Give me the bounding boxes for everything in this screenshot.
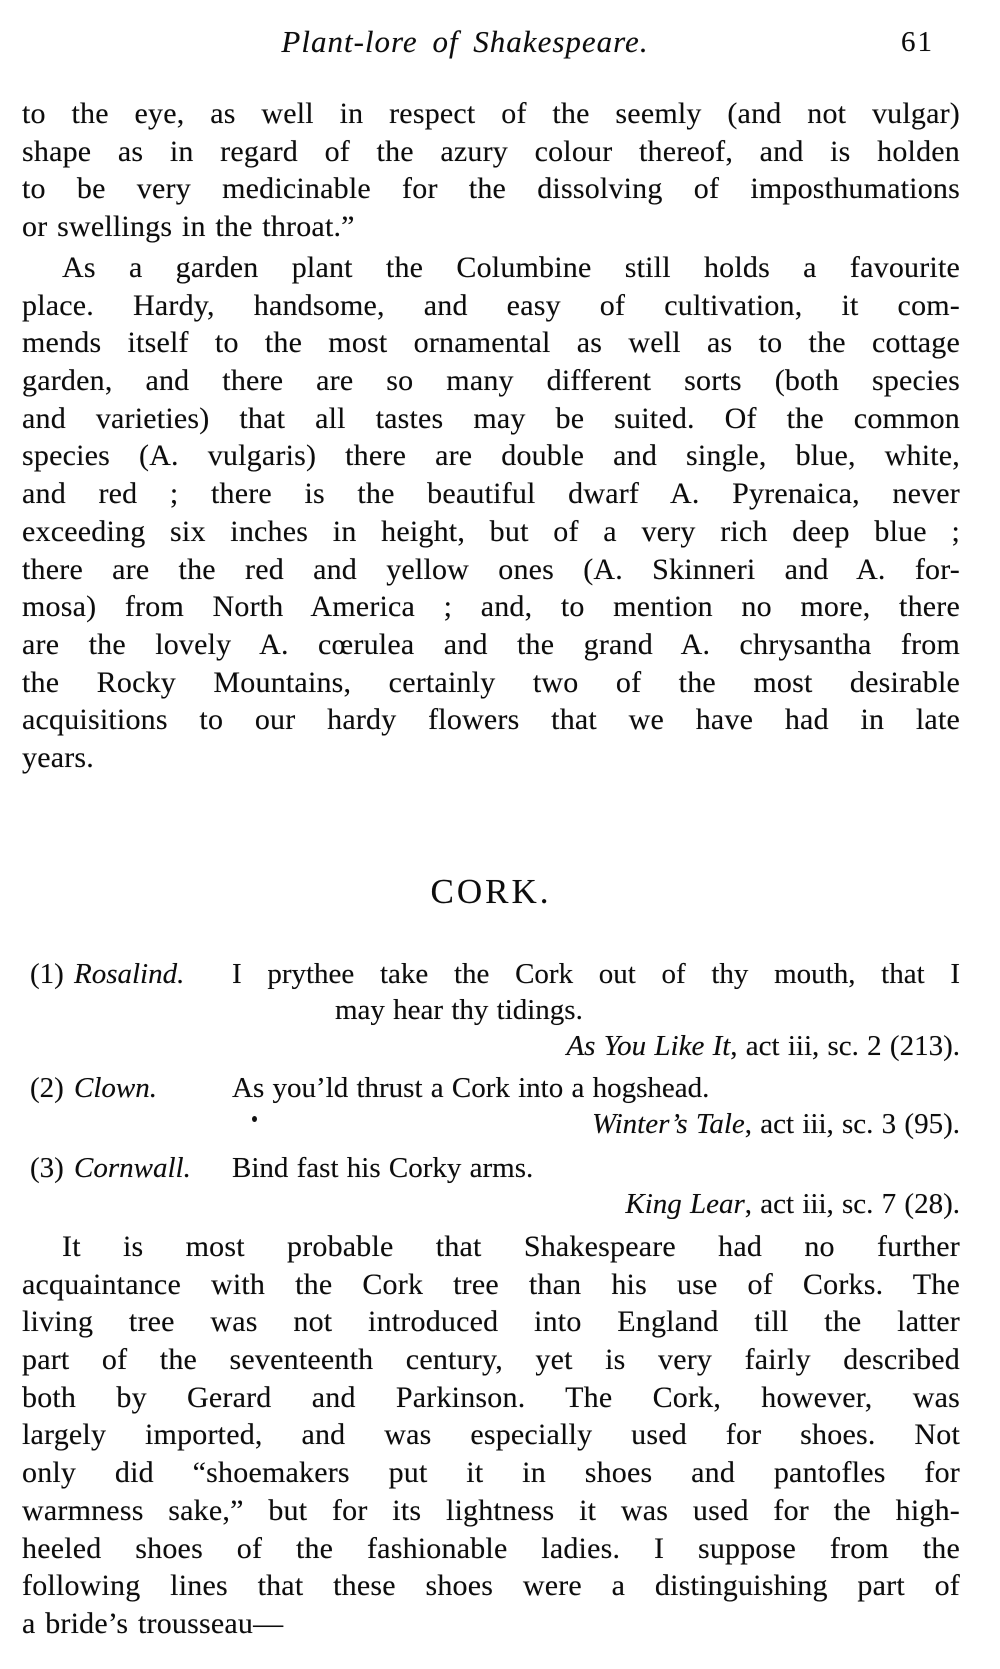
quote-line: may hear thy tidings. (335, 994, 583, 1026)
paragraph-1 (22, 95, 960, 246)
text-line: exceeding six inches in height, but of a very rich deep blue ; (22, 514, 960, 548)
speaker-name: Clown. (74, 1072, 157, 1104)
text-line: mosa) from North America ; and, to mention no more, there (22, 590, 960, 624)
citation-reference: , act iii, sc. 2 (213). (730, 1030, 960, 1062)
text-line: warmness sake,” but for its lightness it was used for the high- (22, 1493, 960, 1527)
text-line: place. Hardy, handsome, and easy of cultivation, it com- (22, 288, 960, 322)
paragraph-2 (22, 249, 960, 777)
citation-play-title: As You Like It (566, 1030, 731, 1062)
text-line: acquisitions to our hardy flowers that we have had in late (22, 703, 960, 737)
quote-number: (2) (30, 1072, 64, 1104)
text-line: there are the red and yellow ones (A. Skinneri and A. for- (22, 552, 960, 586)
text-line: years. (22, 740, 94, 774)
quote-line: Bind fast his Corky arms. (232, 1152, 534, 1184)
citation-play-title: King Lear (625, 1188, 745, 1220)
text-line: or swellings in the throat.” (22, 210, 355, 244)
text-line: are the lovely A. cœrulea and the grand A. chrysantha from (22, 627, 960, 661)
text-line: acquaintance with the Cork tree than his use of Corks. The (22, 1267, 960, 1301)
section-heading: CORK. (430, 872, 552, 911)
text-line: living tree was not introduced into England till the latter (22, 1305, 960, 1339)
text-line: and varieties) that all tastes may be suited. Of the common (22, 401, 960, 435)
citation-reference: , act iii, sc. 3 (95). (744, 1108, 960, 1140)
text-line: species (A. vulgaris) there are double and single, blue, white, (22, 439, 960, 473)
citation (22, 1028, 960, 1064)
text-line: only did “shoemakers put it in shoes and pantofles for (22, 1456, 960, 1490)
text-line: following lines that these shoes were a distinguishing part of (22, 1569, 960, 1603)
paragraph-3 (22, 1228, 960, 1643)
speaker-name: Cornwall. (74, 1152, 191, 1184)
text-line: a bride’s trousseau— (22, 1606, 284, 1640)
text-line: the Rocky Mountains, certainly two of the most desirable (22, 665, 960, 699)
page-header (22, 20, 960, 66)
running-title: Plant-lore of Shakespeare. (281, 24, 649, 59)
citation-play-title: Winter’s Tale (592, 1108, 745, 1140)
quote-line: As you’ld thrust a Cork into a hogshead. (232, 1072, 710, 1104)
text-line: to be very medicinable for the dissolving of imposthumations (22, 172, 960, 206)
quote-line: I prythee take the Cork out of thy mouth, that I (232, 958, 960, 990)
text-line: both by Gerard and Parkinson. The Cork, however, was (22, 1380, 960, 1414)
text-line: part of the seventeenth century, yet is very fairly described (22, 1343, 960, 1377)
text-line: It is most probable that Shakespeare had no further (62, 1230, 960, 1263)
text-line: garden, and there are so many different sorts (both species (22, 364, 960, 398)
text-line: shape as in regard of the azury colour thereof, and is holden (22, 134, 960, 168)
ink-speck (252, 1116, 257, 1122)
speaker-name: Rosalind. (74, 958, 185, 990)
text-line: mends itself to the most ornamental as well as to the cottage (22, 326, 960, 360)
citation (22, 1186, 960, 1222)
text-line: largely imported, and was especially used for shoes. Not (22, 1418, 960, 1452)
text-line: As a garden plant the Columbine still holds a favourite (62, 251, 960, 284)
page-number: 61 (901, 26, 934, 58)
quote-1 (22, 956, 960, 1064)
quote-3 (22, 1150, 960, 1222)
quote-2 (22, 1070, 960, 1142)
text-line: and red ; there is the beautiful dwarf A. Pyrenaica, never (22, 477, 960, 511)
quote-number: (3) (30, 1152, 64, 1184)
citation (22, 1106, 960, 1142)
quote-number: (1) (30, 958, 64, 990)
text-line: heeled shoes of the fashionable ladies. I suppose from the (22, 1531, 960, 1565)
text-line: to the eye, as well in respect of the seemly (and not vulgar) (22, 97, 960, 130)
citation-reference: , act iii, sc. 7 (28). (744, 1188, 960, 1220)
